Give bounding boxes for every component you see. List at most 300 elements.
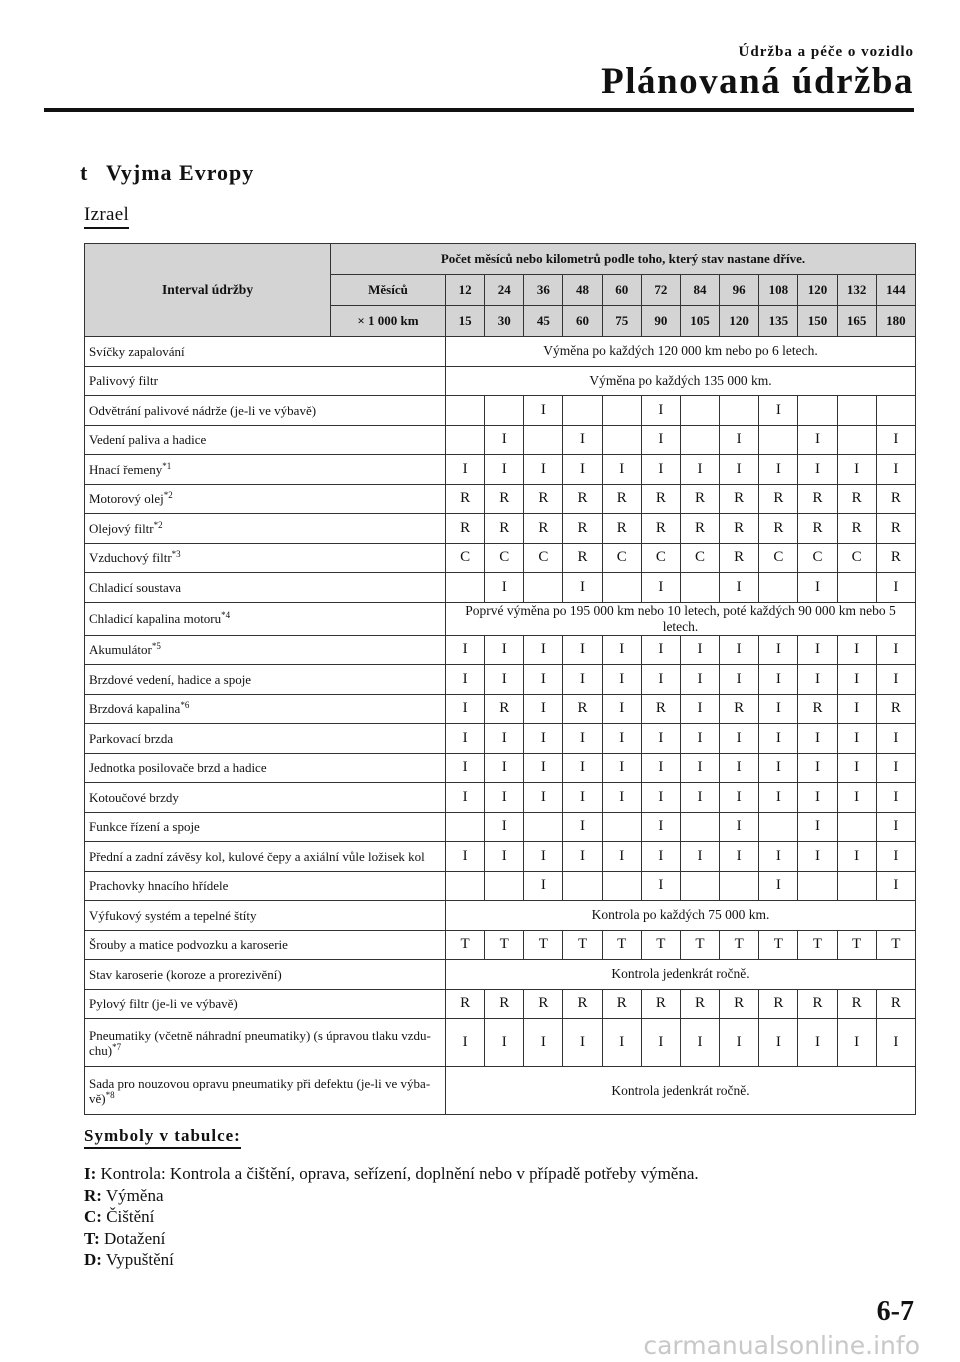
schedule-cell xyxy=(563,396,602,426)
table-row xyxy=(85,901,916,931)
schedule-cell: I xyxy=(798,842,837,872)
schedule-cell: I xyxy=(641,842,680,872)
item-name: Motorový olej xyxy=(89,491,164,507)
item-name: Odvětrání palivové nádrže (je-li ve výbavě) xyxy=(89,402,317,418)
schedule-cell: R xyxy=(798,514,837,544)
schedule-cell: I xyxy=(720,635,759,665)
legend-item xyxy=(84,1185,699,1207)
schedule-cell: I xyxy=(641,396,680,426)
maintenance-item xyxy=(85,514,446,544)
table-row xyxy=(85,1019,916,1067)
schedule-cell: I xyxy=(602,1019,641,1067)
month-header: 132 xyxy=(837,275,876,306)
legend-list xyxy=(84,1163,699,1271)
schedule-cell xyxy=(680,425,719,455)
schedule-cell: I xyxy=(563,724,602,754)
maintenance-schedule-table xyxy=(84,243,916,1115)
schedule-cell: I xyxy=(524,871,563,901)
schedule-cell: T xyxy=(563,930,602,960)
schedule-cell: I xyxy=(680,842,719,872)
schedule-cell xyxy=(837,396,876,426)
schedule-cell: I xyxy=(798,812,837,842)
maintenance-item xyxy=(85,573,446,603)
schedule-cell: I xyxy=(798,635,837,665)
item-name: Chladicí kapalina motoru xyxy=(89,611,222,626)
schedule-cell: R xyxy=(602,989,641,1019)
legend-title: Symboly v tabulce: xyxy=(84,1126,241,1149)
schedule-cell: I xyxy=(876,455,915,485)
schedule-cell: R xyxy=(680,989,719,1019)
maintenance-item xyxy=(85,665,446,695)
schedule-cell: R xyxy=(446,514,485,544)
schedule-cell xyxy=(798,871,837,901)
schedule-cell: R xyxy=(837,989,876,1019)
schedule-cell: I xyxy=(798,455,837,485)
header-divider xyxy=(44,108,914,112)
schedule-cell xyxy=(446,812,485,842)
legend-text: Výměna xyxy=(105,1185,164,1205)
item-name: Vzduchový filtr xyxy=(89,550,172,566)
schedule-cell: I xyxy=(524,455,563,485)
schedule-cell: I xyxy=(680,724,719,754)
km-header: 165 xyxy=(837,306,876,337)
schedule-cell: I xyxy=(759,665,798,695)
schedule-cell: I xyxy=(485,425,524,455)
legend-text: Dotažení xyxy=(104,1228,166,1248)
schedule-cell: C xyxy=(524,543,563,573)
maintenance-item xyxy=(85,602,446,635)
schedule-cell: I xyxy=(641,724,680,754)
schedule-cell: I xyxy=(641,665,680,695)
schedule-cell: I xyxy=(641,635,680,665)
schedule-cell: I xyxy=(641,783,680,813)
schedule-cell: T xyxy=(680,930,719,960)
interval-note: Kontrola po každých 75 000 km. xyxy=(446,901,916,931)
schedule-cell: I xyxy=(524,396,563,426)
schedule-cell: I xyxy=(485,812,524,842)
schedule-cell: C xyxy=(485,543,524,573)
legend-code: D: xyxy=(84,1250,102,1269)
schedule-cell: I xyxy=(563,1019,602,1067)
region-heading: Izrael xyxy=(84,204,129,229)
schedule-cell xyxy=(680,396,719,426)
footnote-mark: *5 xyxy=(151,641,161,652)
item-name: Stav karoserie (koroze a prorezivění) xyxy=(89,966,282,982)
schedule-cell: C xyxy=(837,543,876,573)
legend-code: T: xyxy=(84,1228,100,1248)
schedule-cell xyxy=(485,871,524,901)
maintenance-item xyxy=(85,930,446,960)
table-row xyxy=(85,514,916,544)
item-name: Chladicí soustava xyxy=(89,579,182,595)
schedule-cell: C xyxy=(446,543,485,573)
schedule-cell: R xyxy=(641,989,680,1019)
schedule-cell xyxy=(602,871,641,901)
schedule-cell: I xyxy=(680,753,719,783)
schedule-cell: R xyxy=(720,514,759,544)
schedule-cell: R xyxy=(485,989,524,1019)
schedule-cell: C xyxy=(641,543,680,573)
schedule-cell: I xyxy=(876,724,915,754)
schedule-cell: R xyxy=(720,484,759,514)
schedule-cell: I xyxy=(485,842,524,872)
footnote-mark: *7 xyxy=(112,1041,122,1052)
table-row xyxy=(85,871,916,901)
watermark: carmanualsonline.info xyxy=(643,1331,920,1360)
table-row xyxy=(85,724,916,754)
item-name: Akumulátor xyxy=(89,642,152,658)
schedule-cell: R xyxy=(798,694,837,724)
schedule-cell xyxy=(837,871,876,901)
schedule-cell: I xyxy=(641,871,680,901)
item-name: Prachovky hnacího hřídele xyxy=(89,878,229,894)
item-name: Pylový filtr (je-li ve výbavě) xyxy=(89,996,238,1012)
schedule-cell: I xyxy=(837,635,876,665)
section-bullet: t xyxy=(80,160,89,185)
schedule-cell: R xyxy=(837,514,876,544)
schedule-cell xyxy=(446,425,485,455)
table-row xyxy=(85,930,916,960)
maintenance-item xyxy=(85,543,446,573)
schedule-cell xyxy=(446,396,485,426)
schedule-cell: I xyxy=(563,635,602,665)
legend-item xyxy=(84,1163,699,1185)
schedule-cell: I xyxy=(680,1019,719,1067)
schedule-cell: I xyxy=(602,455,641,485)
table-row xyxy=(85,543,916,573)
table-header-row xyxy=(85,244,916,275)
schedule-cell: R xyxy=(563,514,602,544)
schedule-cell: I xyxy=(485,783,524,813)
schedule-cell xyxy=(446,871,485,901)
schedule-cell: I xyxy=(759,455,798,485)
item-name: Výfukový systém a tepelné štíty xyxy=(89,907,257,923)
schedule-cell: R xyxy=(524,989,563,1019)
schedule-cell xyxy=(524,812,563,842)
footnote-mark: *6 xyxy=(180,700,190,711)
schedule-cell: I xyxy=(876,871,915,901)
interval-note: Poprvé výměna po 195 000 km nebo 10 letech, poté každých 90 000 km nebo 5 letech. xyxy=(446,602,916,635)
legend-item xyxy=(84,1228,699,1250)
schedule-cell xyxy=(876,396,915,426)
schedule-cell: I xyxy=(524,724,563,754)
table-row xyxy=(85,783,916,813)
legend-code: I: xyxy=(84,1164,97,1183)
item-name: Jednotka posilovače brzd a hadice xyxy=(89,760,267,776)
schedule-cell: I xyxy=(641,425,680,455)
km-header: 120 xyxy=(720,306,759,337)
schedule-cell: R xyxy=(837,484,876,514)
schedule-cell: I xyxy=(524,753,563,783)
legend-item xyxy=(84,1206,699,1228)
month-header: 96 xyxy=(720,275,759,306)
schedule-cell: I xyxy=(798,1019,837,1067)
schedule-cell: I xyxy=(680,783,719,813)
maintenance-item xyxy=(85,901,446,931)
schedule-cell: I xyxy=(641,812,680,842)
schedule-cell: I xyxy=(720,753,759,783)
schedule-cell: I xyxy=(837,724,876,754)
schedule-cell: C xyxy=(759,543,798,573)
schedule-cell: I xyxy=(563,455,602,485)
footnote-mark: *1 xyxy=(162,460,172,471)
schedule-cell: I xyxy=(446,842,485,872)
schedule-cell: I xyxy=(720,573,759,603)
interval-note: Výměna po každých 120 000 km nebo po 6 letech. xyxy=(446,337,916,367)
km-header: 135 xyxy=(759,306,798,337)
schedule-cell: I xyxy=(524,665,563,695)
schedule-cell: I xyxy=(485,455,524,485)
schedule-cell: I xyxy=(876,573,915,603)
schedule-cell: R xyxy=(563,484,602,514)
schedule-cell: I xyxy=(602,635,641,665)
table-row xyxy=(85,960,916,990)
schedule-cell: I xyxy=(876,665,915,695)
schedule-cell: I xyxy=(759,635,798,665)
maintenance-item xyxy=(85,812,446,842)
schedule-cell: R xyxy=(759,514,798,544)
item-name: Brzdová kapalina xyxy=(89,701,181,717)
schedule-cell: R xyxy=(641,694,680,724)
schedule-cell: I xyxy=(563,753,602,783)
schedule-cell: I xyxy=(798,573,837,603)
interval-note: Kontrola jedenkrát ročně. xyxy=(446,960,916,990)
page-title: Plánovaná údržba xyxy=(601,61,914,102)
schedule-cell: R xyxy=(602,484,641,514)
table-row xyxy=(85,989,916,1019)
legend-code: C: xyxy=(84,1207,102,1226)
chapter-title: Údržba a péče o vozidlo xyxy=(738,44,914,60)
item-name: Funkce řízení a spoje xyxy=(89,819,200,835)
schedule-cell: I xyxy=(837,1019,876,1067)
schedule-cell: T xyxy=(446,930,485,960)
schedule-cell xyxy=(524,425,563,455)
interval-note: Výměna po každých 135 000 km. xyxy=(446,366,916,396)
schedule-cell: I xyxy=(563,573,602,603)
item-name: Šrouby a matice podvozku a karoserie xyxy=(89,937,288,953)
interval-note: Kontrola jedenkrát ročně. xyxy=(446,1067,916,1115)
schedule-cell xyxy=(798,396,837,426)
schedule-cell: I xyxy=(720,1019,759,1067)
schedule-cell: R xyxy=(680,484,719,514)
schedule-cell: I xyxy=(837,665,876,695)
schedule-cell xyxy=(602,812,641,842)
item-name: Sada pro nouzovou opravu pneumatiky při defektu (je-li ve výba-vě) xyxy=(89,1075,431,1106)
table-row xyxy=(85,635,916,665)
section-title-text: Vyjma Evropy xyxy=(106,160,255,185)
table-row xyxy=(85,602,916,635)
schedule-cell: I xyxy=(524,635,563,665)
schedule-cell xyxy=(759,812,798,842)
schedule-cell: I xyxy=(759,396,798,426)
schedule-cell: T xyxy=(837,930,876,960)
footnote-mark: *2 xyxy=(153,519,163,530)
schedule-cell: R xyxy=(563,543,602,573)
schedule-cell: I xyxy=(876,842,915,872)
schedule-cell: R xyxy=(446,484,485,514)
schedule-cell: I xyxy=(720,812,759,842)
schedule-cell: I xyxy=(720,783,759,813)
schedule-cell: I xyxy=(602,842,641,872)
maintenance-item xyxy=(85,989,446,1019)
schedule-cell: T xyxy=(485,930,524,960)
schedule-cell: R xyxy=(798,989,837,1019)
maintenance-item xyxy=(85,635,446,665)
maintenance-item xyxy=(85,724,446,754)
page-number: 6-7 xyxy=(876,1296,914,1327)
schedule-cell: I xyxy=(485,635,524,665)
table-row xyxy=(85,753,916,783)
interval-header: Interval údržby xyxy=(85,244,331,337)
table-row xyxy=(85,337,916,367)
maintenance-item xyxy=(85,425,446,455)
km-label: × 1 000 km xyxy=(331,306,446,337)
schedule-cell: R xyxy=(798,484,837,514)
schedule-cell: R xyxy=(485,514,524,544)
schedule-cell: I xyxy=(563,425,602,455)
schedule-cell: I xyxy=(446,455,485,485)
schedule-cell: I xyxy=(759,783,798,813)
month-header: 84 xyxy=(680,275,719,306)
schedule-cell: I xyxy=(641,753,680,783)
schedule-cell: I xyxy=(680,455,719,485)
maintenance-item xyxy=(85,366,446,396)
km-header: 45 xyxy=(524,306,563,337)
table-row xyxy=(85,396,916,426)
schedule-cell xyxy=(720,396,759,426)
schedule-cell: I xyxy=(563,665,602,695)
schedule-cell: R xyxy=(485,484,524,514)
schedule-cell: I xyxy=(524,842,563,872)
schedule-cell: R xyxy=(720,989,759,1019)
schedule-cell: I xyxy=(759,871,798,901)
schedule-cell: I xyxy=(485,753,524,783)
item-name: Přední a zadní závěsy kol, kulové čepy a axiální vůle ložisek kol xyxy=(89,848,425,864)
schedule-cell: I xyxy=(524,783,563,813)
schedule-cell: R xyxy=(876,694,915,724)
schedule-cell: I xyxy=(798,783,837,813)
schedule-cell: I xyxy=(602,783,641,813)
legend-item xyxy=(84,1249,699,1271)
schedule-cell: I xyxy=(563,783,602,813)
schedule-cell: I xyxy=(446,635,485,665)
legend-text: Čištění xyxy=(106,1207,155,1226)
maintenance-item xyxy=(85,337,446,367)
maintenance-item xyxy=(85,783,446,813)
schedule-cell: R xyxy=(759,989,798,1019)
schedule-cell: I xyxy=(798,425,837,455)
schedule-cell: I xyxy=(759,842,798,872)
schedule-cell: I xyxy=(602,694,641,724)
month-header: 120 xyxy=(798,275,837,306)
km-header: 180 xyxy=(876,306,915,337)
schedule-cell xyxy=(680,871,719,901)
schedule-cell: R xyxy=(876,484,915,514)
schedule-cell: R xyxy=(485,694,524,724)
schedule-cell: R xyxy=(563,989,602,1019)
table-row xyxy=(85,694,916,724)
schedule-cell: I xyxy=(720,665,759,695)
schedule-cell: I xyxy=(837,753,876,783)
month-header: 144 xyxy=(876,275,915,306)
schedule-cell: T xyxy=(641,930,680,960)
km-header: 105 xyxy=(680,306,719,337)
schedule-cell: I xyxy=(759,694,798,724)
schedule-cell xyxy=(485,396,524,426)
footnote-mark: *2 xyxy=(163,490,173,501)
months-label: Měsíců xyxy=(331,275,446,306)
schedule-cell xyxy=(602,573,641,603)
schedule-cell: I xyxy=(837,455,876,485)
schedule-cell xyxy=(837,812,876,842)
interval-caption: Počet měsíců nebo kilometrů podle toho, který stav nastane dříve. xyxy=(331,244,916,275)
month-header: 12 xyxy=(446,275,485,306)
legend-text: Kontrola: Kontrola a čištění, oprava, seřízení, doplnění nebo v případě potřeby výměna. xyxy=(100,1164,699,1183)
schedule-cell: I xyxy=(641,573,680,603)
km-header: 75 xyxy=(602,306,641,337)
schedule-cell: R xyxy=(602,514,641,544)
table-row xyxy=(85,1067,916,1115)
schedule-cell: T xyxy=(524,930,563,960)
schedule-cell: R xyxy=(680,514,719,544)
schedule-cell: R xyxy=(641,514,680,544)
schedule-cell: R xyxy=(876,989,915,1019)
schedule-cell: I xyxy=(798,724,837,754)
schedule-cell: C xyxy=(680,543,719,573)
table-row xyxy=(85,366,916,396)
schedule-cell: I xyxy=(485,573,524,603)
month-header: 48 xyxy=(563,275,602,306)
month-header: 72 xyxy=(641,275,680,306)
km-header: 150 xyxy=(798,306,837,337)
maintenance-item xyxy=(85,1019,446,1067)
schedule-cell: R xyxy=(524,514,563,544)
schedule-cell xyxy=(680,812,719,842)
table-row xyxy=(85,484,916,514)
schedule-cell: C xyxy=(602,543,641,573)
maintenance-item xyxy=(85,455,446,485)
schedule-cell: I xyxy=(759,724,798,754)
schedule-cell: R xyxy=(720,694,759,724)
km-header: 60 xyxy=(563,306,602,337)
schedule-cell: I xyxy=(641,1019,680,1067)
maintenance-item xyxy=(85,960,446,990)
schedule-cell: I xyxy=(446,665,485,695)
schedule-cell: I xyxy=(876,425,915,455)
schedule-cell xyxy=(563,871,602,901)
schedule-cell: I xyxy=(680,665,719,695)
table-row xyxy=(85,455,916,485)
schedule-cell xyxy=(446,573,485,603)
item-name: Parkovací brzda xyxy=(89,730,174,746)
schedule-cell: I xyxy=(680,694,719,724)
schedule-cell: I xyxy=(798,665,837,695)
schedule-cell: I xyxy=(446,724,485,754)
schedule-cell: I xyxy=(563,842,602,872)
schedule-cell xyxy=(837,573,876,603)
schedule-cell: I xyxy=(602,753,641,783)
schedule-cell: I xyxy=(485,724,524,754)
item-name: Brzdové vedení, hadice a spoje xyxy=(89,671,252,687)
schedule-cell: T xyxy=(876,930,915,960)
maintenance-item xyxy=(85,694,446,724)
schedule-cell: I xyxy=(837,783,876,813)
schedule-cell: I xyxy=(720,425,759,455)
maintenance-item xyxy=(85,753,446,783)
schedule-cell: I xyxy=(446,783,485,813)
schedule-cell: I xyxy=(563,812,602,842)
schedule-cell: T xyxy=(759,930,798,960)
